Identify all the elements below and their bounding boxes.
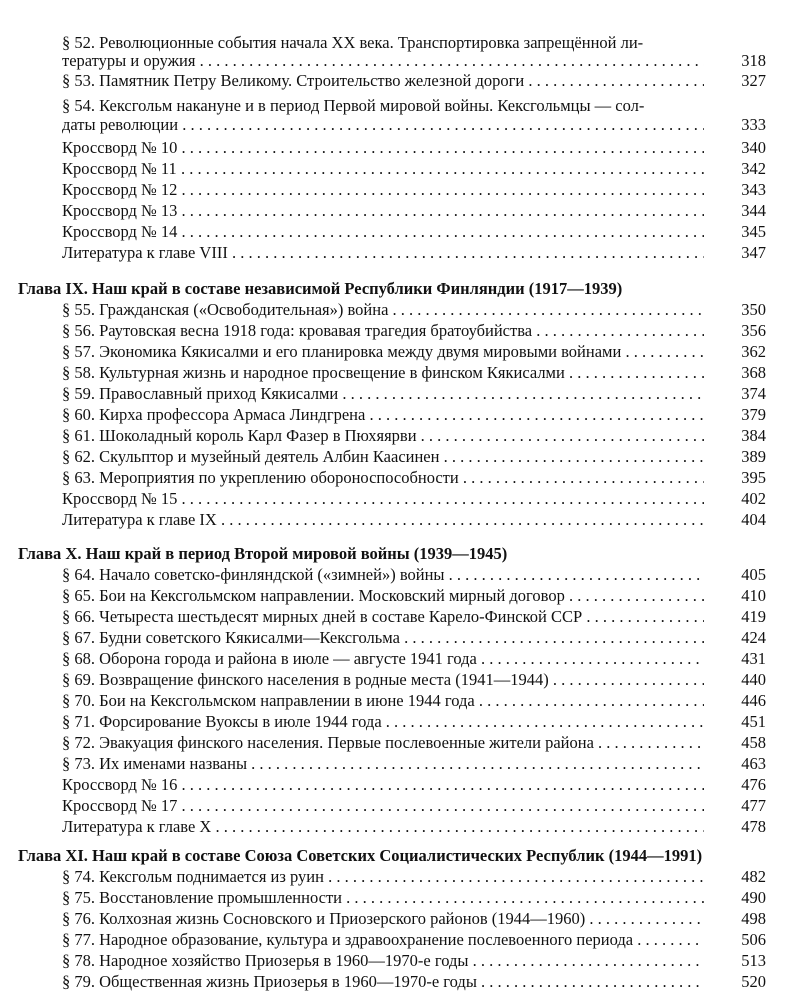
- toc-entry: [62, 971, 766, 993]
- toc-entry-title: § 73. Их именами названы . . .: [62, 753, 704, 775]
- toc-entry-page: 424: [741, 628, 766, 647]
- toc-entry-title: § 69. Возвращение финского населения в родные места (1941—1944) . . .: [62, 669, 704, 691]
- toc-entry-title: Кроссворд № 12 . . .: [62, 179, 704, 201]
- toc-entry-page: 345: [741, 222, 766, 241]
- toc-entry-title: § 62. Скульптор и музейный деятель Албин Каасинен . . .: [62, 446, 704, 468]
- toc-entry-page: 458: [741, 733, 766, 752]
- toc-entry: [62, 753, 766, 775]
- toc-entry-title: § 70. Бои на Кексгольмском направлении в июне 1944 года . . .: [62, 690, 704, 712]
- toc-entry-page: 402: [741, 489, 766, 508]
- toc-entry: [62, 866, 766, 888]
- chapter-heading: Глава XI. Наш край в составе Союза Советских Социалистических Республик (1944—1991): [18, 846, 703, 865]
- toc-entry-title: Кроссворд № 10 . . .: [62, 137, 704, 159]
- toc-entry: [62, 362, 766, 384]
- toc-entry-page: 520: [741, 972, 766, 991]
- toc-entry-title: § 66. Четыреста шестьдесят мирных дней в составе Карело-Финской ССР . . .: [62, 606, 704, 628]
- toc-entry-page: 431: [741, 649, 766, 668]
- chapter-heading: Глава X. Наш край в период Второй мировой войны (1939—1945): [18, 544, 508, 563]
- toc-entry-page: 374: [741, 384, 766, 403]
- toc-entry-title: § 75. Восстановление промышленности . . .: [62, 887, 704, 909]
- toc-entry-page: 490: [741, 888, 766, 907]
- toc-entry: [62, 627, 766, 649]
- toc-entry: [62, 383, 766, 405]
- toc-entry-page: 362: [741, 342, 766, 361]
- toc-entry: [62, 425, 766, 447]
- toc-entry-title: § 56. Раутовская весна 1918 года: кровавая трагедия братоубийства . . .: [62, 320, 704, 342]
- toc-entry: [62, 446, 766, 468]
- toc-entry-page: 350: [741, 300, 766, 319]
- toc-entry-title: § 74. Кексгольм поднимается из руин . . .: [62, 866, 704, 888]
- toc-entry-page: 404: [741, 510, 766, 529]
- toc-entry-page: 451: [741, 712, 766, 731]
- toc-entry-page: 347: [741, 243, 766, 262]
- toc-entry-title: § 76. Колхозная жизнь Сосновского и Приозерского районов (1944—1960) . . .: [62, 908, 704, 930]
- chapter-heading: Глава IX. Наш край в составе независимой Республики Финляндии (1917—1939): [18, 279, 623, 298]
- toc-entry-52: [62, 50, 766, 72]
- toc-entry: [62, 774, 766, 796]
- toc-entry-page: 340: [741, 138, 766, 157]
- toc-entry: [62, 467, 766, 489]
- toc-entry-title: Литература к главе VIII . . .: [62, 242, 704, 264]
- toc-entry-title: Кроссворд № 17 . . .: [62, 795, 704, 817]
- toc-entry: [62, 564, 766, 586]
- toc-entry-title: § 55. Гражданская («Освободительная») война . . .: [62, 299, 704, 321]
- toc-entry-title: § 67. Будни советского Кякисалми—Кексгольма . . .: [62, 627, 704, 649]
- toc-entry: [62, 690, 766, 712]
- toc-entry: [62, 929, 766, 951]
- toc-entry-52-line1: § 52. Революционные события начала XX века. Транспортировка запрещённой ли-: [62, 33, 644, 52]
- toc-entry-page: 513: [741, 951, 766, 970]
- toc-entry: [62, 341, 766, 363]
- toc-entry-title: даты революции . . .: [62, 114, 704, 136]
- toc-entry-page: 477: [741, 796, 766, 815]
- toc-entry: [62, 585, 766, 607]
- toc-entry-title: Кроссворд № 15 . . .: [62, 488, 704, 510]
- toc-entry-title: Кроссворд № 14 . . .: [62, 221, 704, 243]
- toc-entry-page: 498: [741, 909, 766, 928]
- toc-entry-title: Кроссворд № 11 . . .: [62, 158, 704, 180]
- toc-entry: [62, 179, 766, 201]
- toc-entry: [62, 242, 766, 264]
- toc-entry: [62, 509, 766, 531]
- toc-entry: [62, 137, 766, 159]
- toc-entry: [62, 950, 766, 972]
- toc-entry-54-line1: § 54. Кексгольм накануне и в период Первой мировой войны. Кексгольмцы — сол-: [62, 96, 645, 115]
- toc-entry-title: § 79. Общественная жизнь Приозерья в 1960—1970-е годы . . .: [62, 971, 704, 993]
- toc-entry-title: Кроссворд № 16 . . .: [62, 774, 704, 796]
- toc-entry-title: § 65. Бои на Кексгольмском направлении. Московский мирный договор . . .: [62, 585, 704, 607]
- toc-entry-title: § 68. Оборона города и района в июле — августе 1941 года . . .: [62, 648, 704, 670]
- toc-entry: [62, 404, 766, 426]
- toc-entry-title: Кроссворд № 13 . . .: [62, 200, 704, 222]
- toc-entry-page: 318: [741, 51, 766, 70]
- toc-entry-title: § 59. Православный приход Кякисалми . . .: [62, 383, 704, 405]
- toc-entry-title: § 64. Начало советско-финляндской («зимней») войны . . .: [62, 564, 704, 586]
- toc-entry-title: § 57. Экономика Кякисалми и его планировка между двумя мировыми войнами . . .: [62, 341, 704, 363]
- toc-entry-page: 333: [741, 115, 766, 134]
- toc-entry-title: § 78. Народное хозяйство Приозерья в 1960—1970-е годы . . .: [62, 950, 704, 972]
- toc-entry-page: 368: [741, 363, 766, 382]
- toc-entry-title: § 71. Форсирование Вуоксы в июле 1944 года . . .: [62, 711, 704, 733]
- toc-entry-53: [62, 70, 766, 92]
- toc-entry: [62, 488, 766, 510]
- toc-entry-title: § 53. Памятник Петру Великому. Строительство железной дороги . . .: [62, 70, 704, 92]
- toc-entry-54: [62, 114, 766, 136]
- toc-entry-title: § 58. Культурная жизнь и народное просвещение в финском Кякисалми . . .: [62, 362, 704, 384]
- toc-entry-title: § 63. Мероприятия по укреплению обороноспособности . . .: [62, 467, 704, 489]
- toc-entry-title: § 61. Шоколадный король Карл Фазер в Пюхяярви . . .: [62, 425, 704, 447]
- toc-entry: [62, 221, 766, 243]
- toc-entry: [62, 669, 766, 691]
- toc-entry-page: 410: [741, 586, 766, 605]
- toc-entry-title: § 60. Кирха профессора Армаса Линдгрена . . .: [62, 404, 704, 426]
- toc-entry-title: тературы и оружия . . .: [62, 50, 704, 72]
- toc-entry-page: 482: [741, 867, 766, 886]
- toc-entry: [62, 711, 766, 733]
- toc-entry-page: 463: [741, 754, 766, 773]
- toc-entry-title: Литература к главе X . . .: [62, 816, 704, 838]
- toc-entry-page: 384: [741, 426, 766, 445]
- toc-entry: [62, 299, 766, 321]
- toc-entry-page: 476: [741, 775, 766, 794]
- toc-entry-title: Литература к главе IX . . .: [62, 509, 704, 531]
- toc-entry-page: 446: [741, 691, 766, 710]
- toc-entry-page: 395: [741, 468, 766, 487]
- toc-entry: [62, 648, 766, 670]
- toc-entry-page: 405: [741, 565, 766, 584]
- toc-entry-page: 506: [741, 930, 766, 949]
- toc-entry: [62, 606, 766, 628]
- toc-entry-page: 327: [741, 71, 766, 90]
- toc-entry: [62, 816, 766, 838]
- toc-entry-page: 440: [741, 670, 766, 689]
- toc-entry: [62, 158, 766, 180]
- toc-entry: [62, 887, 766, 909]
- toc-entry-page: 342: [741, 159, 766, 178]
- toc-entry-title: § 72. Эвакуация финского населения. Первые послевоенные жители района . . .: [62, 732, 704, 754]
- toc-entry-page: 419: [741, 607, 766, 626]
- toc-entry-page: 478: [741, 817, 766, 836]
- toc-entry-page: 343: [741, 180, 766, 199]
- toc-entry-page: 344: [741, 201, 766, 220]
- toc-entry: [62, 795, 766, 817]
- toc-entry: [62, 908, 766, 930]
- toc-entry: [62, 732, 766, 754]
- toc-entry: [62, 200, 766, 222]
- toc-entry-page: 356: [741, 321, 766, 340]
- toc-entry-title: § 77. Народное образование, культура и здравоохранение послевоенного периода . . .: [62, 929, 704, 951]
- toc-entry-page: 379: [741, 405, 766, 424]
- toc-entry: [62, 320, 766, 342]
- toc-entry-page: 389: [741, 447, 766, 466]
